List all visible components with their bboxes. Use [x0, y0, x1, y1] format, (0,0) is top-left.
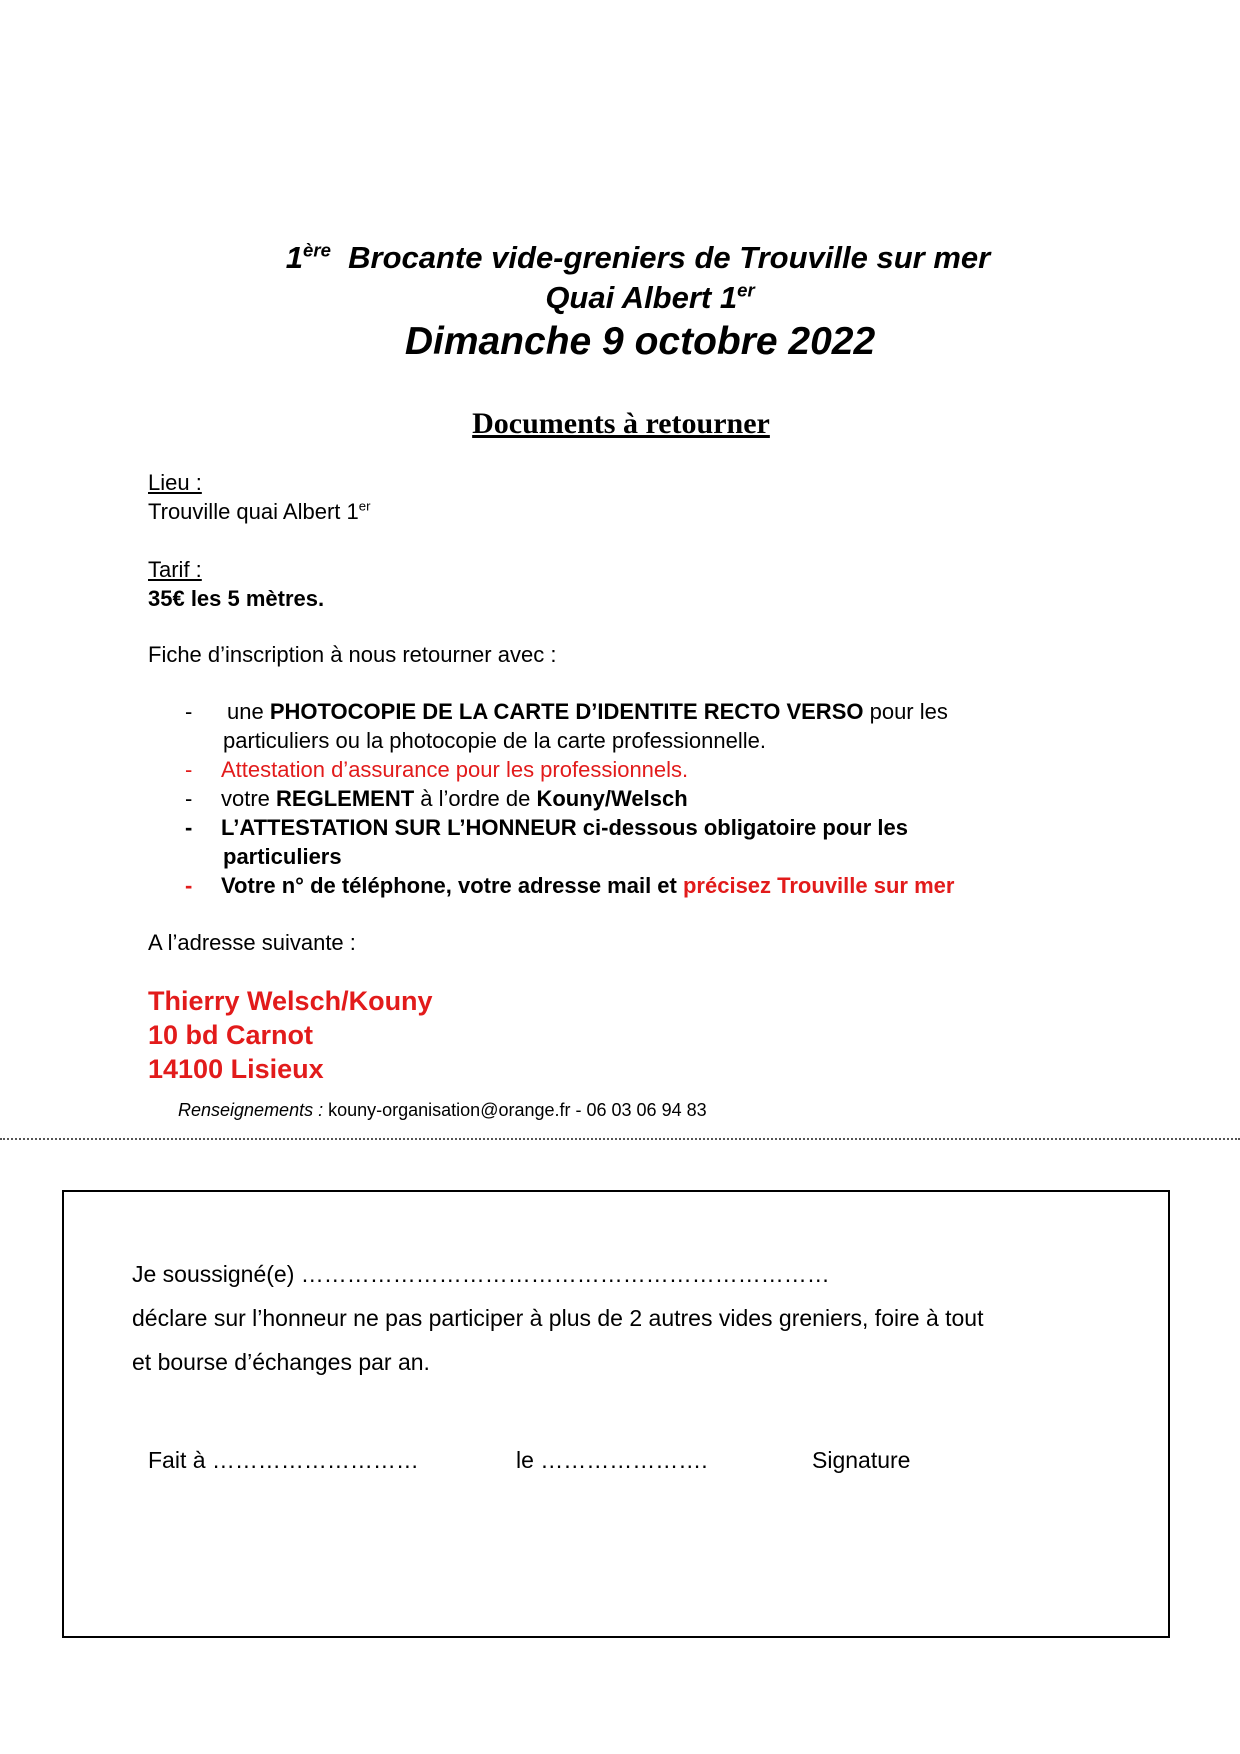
contact-info	[178, 1100, 707, 1121]
declaration-text: déclare sur l’honneur ne pas participer à plus de 2 autres vides greniers, foire à tout	[132, 1305, 984, 1331]
signature-label: Signature	[812, 1447, 911, 1473]
date-field: le ………………….	[516, 1447, 708, 1473]
declaration-text-end: et bourse d’échanges par an.	[132, 1349, 430, 1375]
address-name: Thierry Welsch/Kouny	[148, 986, 433, 1016]
event-title: 1ère Brocante vide-greniers de Trouville sur mer	[285, 239, 991, 275]
declaration-box	[62, 1190, 1170, 1638]
address-city: 14100 Lisieux	[148, 1054, 324, 1084]
cut-line	[0, 1138, 1240, 1140]
event-date: Dimanche 9 octobre 2022	[404, 320, 876, 363]
fait-a-field: Fait à ………………………	[148, 1447, 419, 1473]
declaration-name-line: Je soussigné(e) ……………………………………………………………	[132, 1261, 830, 1287]
address-street: 10 bd Carnot	[148, 1020, 314, 1050]
event-location-title: Quai Albert 1er	[545, 279, 755, 315]
contact-label: Renseignements :	[178, 1100, 324, 1120]
section-title: Documents à retourner	[472, 407, 770, 440]
tarif-label: Tarif :	[148, 557, 202, 582]
lieu-label: Lieu :	[148, 470, 202, 495]
intro-text: Fiche d’inscription à nous retourner avec :	[148, 642, 557, 667]
lieu-value: Trouville quai Albert 1er	[148, 498, 371, 524]
address-intro: A l’adresse suivante :	[148, 930, 356, 955]
contact-value: kouny-organisation@orange.fr - 06 03 06 94 83	[323, 1100, 707, 1120]
tarif-value: 35€ les 5 mètres.	[148, 586, 325, 611]
